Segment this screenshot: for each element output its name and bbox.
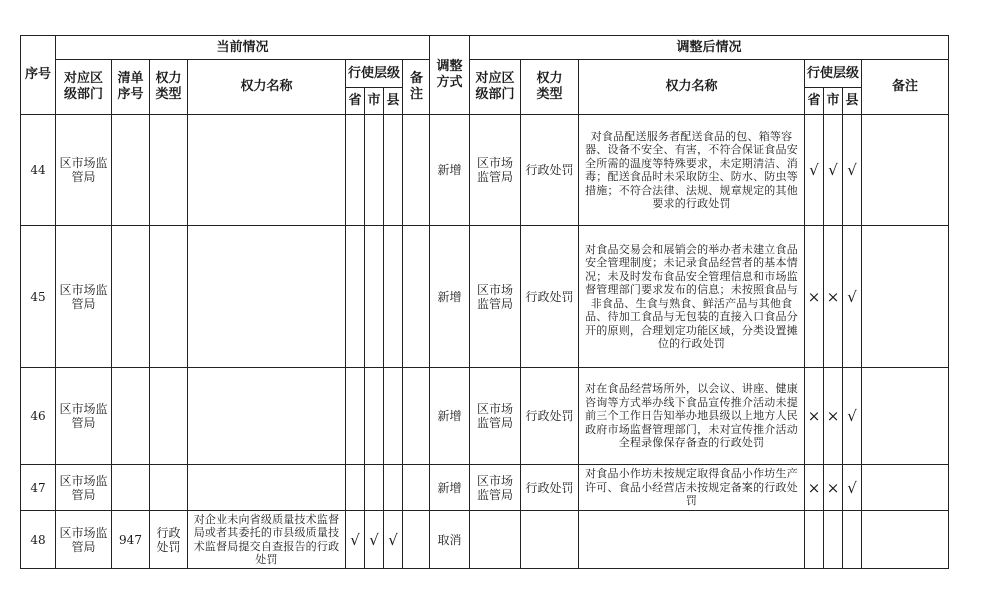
new-power-type	[521, 511, 579, 569]
new-power-name: 对食品小作坊未按规定取得食品小作坊生产许可、食品小经营店未按规定备案的行政处罚	[579, 465, 805, 511]
new-level-county: √	[843, 115, 862, 226]
cur-power-type	[150, 368, 188, 465]
new-remark	[862, 115, 949, 226]
cur-power-name	[188, 368, 346, 465]
new-level-city	[824, 511, 843, 569]
header-new-level-province: 省	[805, 88, 824, 115]
cur-level-city	[365, 465, 384, 511]
new-dept: 区市场监管局	[470, 368, 521, 465]
row-seq: 46	[21, 368, 56, 465]
new-level-city: ×	[824, 368, 843, 465]
cur-dept: 区市场监管局	[56, 115, 112, 226]
cur-remark	[403, 465, 430, 511]
header-new-level-county: 县	[843, 88, 862, 115]
header-cur-level-province: 省	[346, 88, 365, 115]
new-dept: 区市场监管局	[470, 226, 521, 368]
header-cur-power-type: 权力类型	[150, 60, 188, 115]
cur-level-city	[365, 115, 384, 226]
table-row	[21, 368, 949, 465]
new-remark	[862, 511, 949, 569]
header-new-power-name: 权力名称	[579, 60, 805, 115]
row-seq: 45	[21, 226, 56, 368]
cur-list-no	[112, 465, 150, 511]
new-level-province: ×	[805, 465, 824, 511]
cur-level-province: √	[346, 511, 365, 569]
table-row	[21, 115, 949, 226]
header-new-level-group: 行使层级	[805, 60, 862, 88]
cur-remark	[403, 368, 430, 465]
adjust-method: 新增	[430, 226, 470, 368]
header-cur-level-group: 行使层级	[346, 60, 403, 88]
cur-list-no	[112, 368, 150, 465]
new-power-type: 行政处罚	[521, 226, 579, 368]
new-dept	[470, 511, 521, 569]
cur-dept: 区市场监管局	[56, 226, 112, 368]
header-cur-power-name: 权力名称	[188, 60, 346, 115]
cur-level-county	[384, 115, 403, 226]
new-level-county: √	[843, 465, 862, 511]
header-new-level-city: 市	[824, 88, 843, 115]
header-after-group: 调整后情况	[470, 36, 949, 60]
adjust-method: 新增	[430, 465, 470, 511]
header-current-group: 当前情况	[56, 36, 430, 60]
new-level-county: √	[843, 226, 862, 368]
cur-power-type	[150, 226, 188, 368]
header-adjust-method: 调整方式	[430, 36, 470, 115]
new-power-name	[579, 511, 805, 569]
row-seq: 47	[21, 465, 56, 511]
cur-list-no: 947	[112, 511, 150, 569]
new-level-city: ×	[824, 226, 843, 368]
header-cur-remark: 备注	[403, 60, 430, 115]
new-level-province: √	[805, 115, 824, 226]
new-power-type: 行政处罚	[521, 115, 579, 226]
new-remark	[862, 465, 949, 511]
cur-dept: 区市场监管局	[56, 368, 112, 465]
cur-list-no	[112, 226, 150, 368]
header-new-dept: 对应区级部门	[470, 60, 521, 115]
cur-level-city	[365, 368, 384, 465]
cur-level-city	[365, 226, 384, 368]
cur-remark	[403, 511, 430, 569]
cur-level-province	[346, 226, 365, 368]
new-power-name: 对在食品经营场所外，以会议、讲座、健康咨询等方式举办线下食品宣传推介活动未提前三个工作日告知举办地县级以上地方人民政府市场监督管理部门，未对宣传推介活动全程录像保存备查的行政处罚	[579, 368, 805, 465]
new-power-name: 对食品交易会和展销会的举办者未建立食品安全管理制度；未记录食品经营者的基本情况；未及时发布食品安全管理信息和市场监督管理部门要求发布的信息；未按照食品与非食品、生食与熟食、鲜活产品与其他食品、待加工食品与无包装的直接入口食品分开的原则，合理划定功能区域，分类设置摊位的行政处罚	[579, 226, 805, 368]
table-row	[21, 226, 949, 368]
cur-power-name: 对企业未向省级质量技术监督局或者其委托的市县级质量技术监督局提交自查报告的行政处罚	[188, 511, 346, 569]
table-row	[21, 465, 949, 511]
table-row	[21, 511, 949, 569]
adjust-method: 取消	[430, 511, 470, 569]
new-level-province: ×	[805, 368, 824, 465]
new-power-name: 对食品配送服务者配送食品的包、箱等容器、设备不安全、有害，不符合保证食品安全所需的温度等特殊要求，未定期清洁、消毒；配送食品时未采取防尘、防水、防虫等措施；不符合法律、法规、规章规定的其他要求的行政处罚	[579, 115, 805, 226]
header-seq: 序号	[21, 36, 56, 115]
header-cur-list-no: 清单序号	[112, 60, 150, 115]
new-level-city: √	[824, 115, 843, 226]
cur-power-name	[188, 115, 346, 226]
header-new-power-type: 权力类型	[521, 60, 579, 115]
new-power-type: 行政处罚	[521, 465, 579, 511]
adjust-method: 新增	[430, 368, 470, 465]
row-seq: 44	[21, 115, 56, 226]
header-cur-dept: 对应区级部门	[56, 60, 112, 115]
cur-power-name	[188, 226, 346, 368]
cur-level-province	[346, 368, 365, 465]
cur-dept: 区市场监管局	[56, 465, 112, 511]
cur-level-county: √	[384, 511, 403, 569]
cur-level-province	[346, 465, 365, 511]
cur-power-type	[150, 115, 188, 226]
cur-level-county	[384, 465, 403, 511]
new-remark	[862, 226, 949, 368]
new-remark	[862, 368, 949, 465]
new-level-county	[843, 511, 862, 569]
cur-level-county	[384, 226, 403, 368]
new-dept: 区市场监管局	[470, 115, 521, 226]
new-level-county: √	[843, 368, 862, 465]
cur-remark	[403, 115, 430, 226]
cur-dept: 区市场监管局	[56, 511, 112, 569]
cur-level-city: √	[365, 511, 384, 569]
new-power-type: 行政处罚	[521, 368, 579, 465]
adjust-method: 新增	[430, 115, 470, 226]
cur-power-type: 行政处罚	[150, 511, 188, 569]
new-level-city: ×	[824, 465, 843, 511]
new-level-province: ×	[805, 226, 824, 368]
header-new-remark: 备注	[862, 60, 949, 115]
row-seq: 48	[21, 511, 56, 569]
header-cur-level-city: 市	[365, 88, 384, 115]
cur-power-type	[150, 465, 188, 511]
cur-list-no	[112, 115, 150, 226]
new-dept: 区市场监管局	[470, 465, 521, 511]
new-level-province	[805, 511, 824, 569]
cur-power-name	[188, 465, 346, 511]
cur-level-county	[384, 368, 403, 465]
adjustment-table	[20, 35, 949, 569]
cur-level-province	[346, 115, 365, 226]
cur-remark	[403, 226, 430, 368]
header-cur-level-county: 县	[384, 88, 403, 115]
